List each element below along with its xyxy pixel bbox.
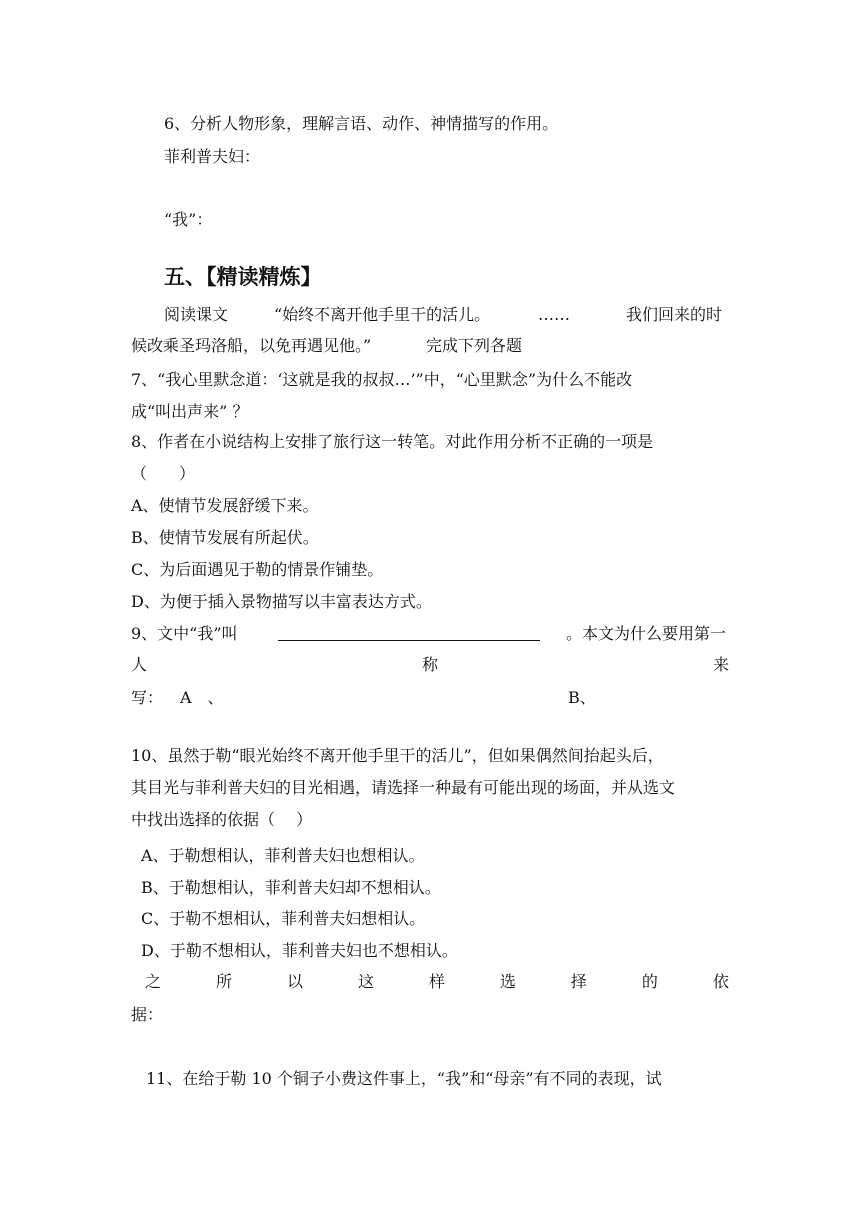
q11-line-1: 11、在给于勒 10 个铜子小费这件事上，“我”和“母亲”有不同的表现，试 <box>146 1069 662 1088</box>
section-heading: 五、【精读精炼】 <box>164 265 322 289</box>
q6-me-label: “我”： <box>164 210 213 229</box>
q10-line-1: 10、虽然于勒“眼光始终不离开他手里干的活儿”，但如果偶然间抬起头后， <box>131 746 664 765</box>
q8-option-d: D、为便于插入景物描写以丰富表达方式。 <box>131 592 432 611</box>
reading-intro-1-a: 阅读课文 <box>164 305 229 324</box>
q7-line-2: 成“叫出声来” ？ <box>131 402 249 421</box>
q9-line-3-c: B、 <box>568 688 596 707</box>
q10-option-c: C、于勒不想相认，菲利普夫妇想相认。 <box>141 909 426 928</box>
q9-char: 人 <box>131 655 148 674</box>
q7-line-1: 7、“我心里默念道：‘这就是我的叔叔…’”中，“心里默念”为什么不能改 <box>131 370 633 389</box>
q9-line-1-b: 。本文为什么要用第一 <box>566 624 727 643</box>
q6-couple-label: 菲利普夫妇： <box>164 147 261 166</box>
reading-intro-1-b: “始终不离开他手里干的活儿。 <box>274 305 491 324</box>
q9-line-3-a: 写： <box>131 688 164 707</box>
q10-basis-char: 这 <box>357 972 374 991</box>
q8-option-a: A、使情节发展舒缓下来。 <box>131 496 319 515</box>
reading-intro-1-d: 我们回来的时 <box>626 305 723 324</box>
q9-char: 称 <box>421 655 438 674</box>
q10-line-2: 其目光与菲利普夫妇的目光相遇，请选择一种最有可能出现的场面，并从选文 <box>131 778 676 797</box>
q10-basis-char: 择 <box>570 972 587 991</box>
q10-option-a: A、于勒想相认，菲利普夫妇也想相认。 <box>141 846 425 865</box>
q9-line-3-b: A 、 <box>180 688 224 707</box>
q10-basis-end: 据： <box>131 1005 164 1024</box>
q10-basis-line <box>145 972 729 992</box>
q10-option-d: D、于勒不想相认，菲利普夫妇也不想相认。 <box>141 941 458 960</box>
reading-intro-2-b: 完成下列各题 <box>426 336 523 355</box>
q10-basis-char: 选 <box>499 972 516 991</box>
q10-basis-char: 样 <box>428 972 445 991</box>
q9-line-1-a: 9、文中“我”叫 <box>131 624 238 643</box>
q8-option-c: C、为后面遇见于勒的情景作铺垫。 <box>131 560 384 579</box>
q10-basis-char: 以 <box>286 972 303 991</box>
q10-option-b: B、于勒想相认，菲利普夫妇却不想相认。 <box>141 878 441 897</box>
q10-line-3: 中找出选择的依据（ ） <box>131 810 313 829</box>
q9-line-2 <box>131 655 729 675</box>
q6-prompt: 6、分析人物形象，理解言语、动作、神情描写的作用。 <box>164 114 559 133</box>
q10-basis-char: 之 <box>145 972 162 991</box>
q10-basis-char: 依 <box>712 972 729 991</box>
reading-intro-1-c: …… <box>538 305 570 324</box>
q9-answer-blank <box>278 640 540 641</box>
q9-char: 来 <box>712 655 729 674</box>
q10-basis-char: 的 <box>641 972 658 991</box>
reading-intro-2: 候改乘圣玛洛船，以免再遇见他。” <box>131 336 372 355</box>
q8-option-b: B、使情节发展有所起伏。 <box>131 528 319 547</box>
q10-basis-char: 所 <box>215 972 232 991</box>
q8-line-1: 8、作者在小说结构上安排了旅行这一转笔。对此作用分析不正确的一项是 <box>131 432 654 451</box>
q8-answer-bracket: （ ） <box>131 464 196 483</box>
